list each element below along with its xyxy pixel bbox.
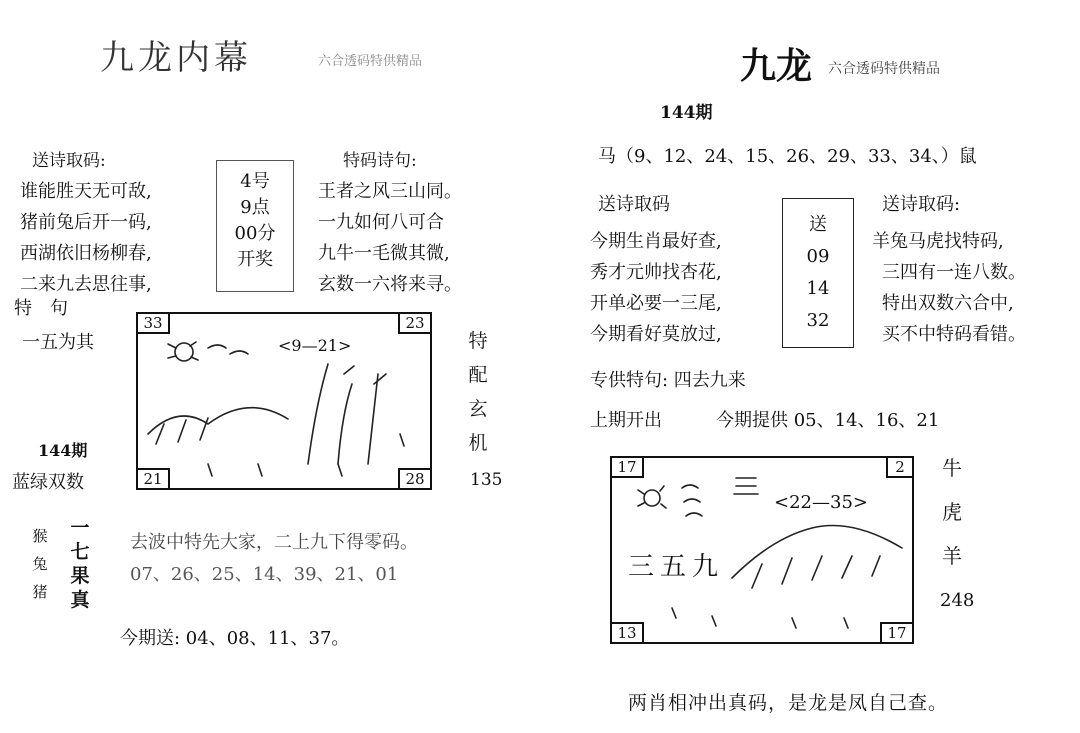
right-special-phrase: 专供特句: 四去九来 (590, 370, 746, 391)
left-special-label: 特码诗句: (343, 151, 417, 171)
right-side-number: 248 (940, 590, 975, 611)
left-poem-line-4: 二来九去思往事, (20, 274, 152, 295)
left-sketch-drawing (138, 314, 430, 488)
left-special-poem (318, 176, 462, 300)
right-poem-left-1: 今期生肖最好查, (590, 231, 722, 252)
left-animal-1: 猴 (32, 527, 48, 545)
right-picture-text: 三五九 (628, 552, 725, 582)
right-poem-right-3: 特出双数六合中, (882, 293, 1014, 314)
right-title-sub: 六合透码特供精品 (828, 61, 940, 77)
left-te-ju-label: 特 句 (14, 298, 68, 319)
left-poem (20, 176, 152, 300)
left-animal-phrase (68, 516, 92, 612)
left-picture-note: <9—21> (278, 336, 352, 355)
left-side-chars (466, 324, 490, 460)
draw-time-box (216, 160, 294, 292)
left-animal-2: 兔 (32, 555, 48, 573)
right-corner-tl: 17 (610, 456, 644, 478)
left-te-ju-text: 一五为其 (22, 332, 94, 353)
left-special-line-4: 玄数一六将来寻。 (318, 274, 462, 295)
right-horse-line: 马（9、12、24、15、26、29、33、34、）鼠 (598, 146, 977, 167)
left-poem-line-2: 猪前兔后开一码, (20, 212, 152, 233)
right-picture-frame (610, 456, 914, 644)
left-animal-phrase-1: 一 (70, 517, 90, 539)
right-issue: 144期 (660, 103, 713, 123)
left-corner-bl: 21 (136, 468, 170, 490)
left-side-char-3: 玄 (468, 398, 488, 420)
left-color-hint: 蓝绿双数 (12, 472, 84, 493)
left-animal-phrase-2: 七 (70, 541, 90, 563)
right-corner-bl: 13 (610, 622, 644, 644)
right-poem-left (590, 226, 722, 350)
right-poem-right-1: 羊兔马虎找特码, (872, 231, 1004, 252)
right-last-label: 上期开出 (590, 410, 662, 431)
left-corner-br: 28 (398, 468, 432, 490)
left-title-sub: 六合透码特供精品 (318, 54, 423, 69)
right-side-char-1: 牛 (942, 456, 962, 480)
left-animal-3: 猪 (32, 583, 48, 601)
left-animal-phrase-3: 果 (70, 565, 90, 587)
send-code-2: 14 (806, 278, 830, 299)
left-bottom-line-1: 去波中特先大家，二上九下得零码。 (130, 532, 418, 553)
right-sketch-drawing (612, 458, 912, 642)
right-title: 九龙 (740, 45, 813, 87)
send-code-3: 32 (806, 310, 830, 331)
right-poem-left-4: 今期看好莫放过, (590, 324, 722, 345)
right-poem-label-right: 送诗取码: (882, 194, 961, 215)
draw-time-minute: 00分 (234, 223, 276, 244)
right-picture-note: <22—35> (774, 492, 868, 513)
left-poem-line-3: 西湖依旧杨柳春, (20, 243, 152, 264)
send-code-box (782, 198, 854, 348)
left-side-number: 135 (470, 470, 503, 490)
left-animal-phrase-4: 真 (70, 589, 90, 611)
right-footer: 两肖相冲出真码，是龙是凤自己查。 (628, 692, 949, 714)
right-poem-right (872, 226, 1026, 350)
left-poem-line-1: 谁能胜天无可敌, (20, 181, 152, 202)
send-code-label: 送 (809, 214, 827, 235)
right-poem-left-2: 秀才元帅找杏花, (590, 262, 722, 283)
right-corner-br: 17 (880, 622, 914, 644)
left-issue: 144期 (38, 441, 88, 460)
right-side-char-2: 虎 (942, 500, 962, 524)
left-corner-tr: 23 (398, 312, 432, 334)
left-today-send: 今期送: 04、08、11、37。 (120, 628, 350, 649)
left-side-char-4: 机 (468, 432, 488, 454)
right-poem-right-4: 买不中特码看错。 (882, 324, 1026, 345)
right-corner-tr: 2 (886, 456, 914, 478)
draw-time-hour: 9点 (240, 197, 270, 218)
left-special-line-2: 一九如何八可合 (318, 212, 444, 233)
right-poem-left-3: 开单必要一三尾, (590, 293, 722, 314)
left-corner-tl: 33 (136, 312, 170, 334)
right-poem-right-2: 三四有一连八数。 (882, 262, 1026, 283)
right-poem-label-left: 送诗取码 (598, 194, 670, 215)
draw-time-label: 开奖 (237, 249, 273, 270)
send-code-1: 09 (806, 246, 830, 267)
left-animals (30, 522, 50, 606)
left-bottom-line-2: 07、26、25、14、39、21、01 (130, 564, 399, 585)
right-today-provide: 今期提供 05、14、16、21 (716, 410, 940, 431)
left-special-line-1: 王者之风三山同。 (318, 181, 462, 202)
left-special-line-3: 九牛一毛微其微, (318, 243, 450, 264)
draw-time-number: 4号 (240, 171, 270, 192)
left-side-char-1: 特 (468, 330, 488, 352)
left-title: 九龙内幕 (100, 38, 252, 78)
right-side-chars (940, 446, 964, 578)
right-side-char-3: 羊 (942, 544, 962, 568)
left-picture-frame (136, 312, 432, 490)
left-side-char-2: 配 (468, 364, 488, 386)
left-poem-label: 送诗取码: (32, 151, 106, 171)
